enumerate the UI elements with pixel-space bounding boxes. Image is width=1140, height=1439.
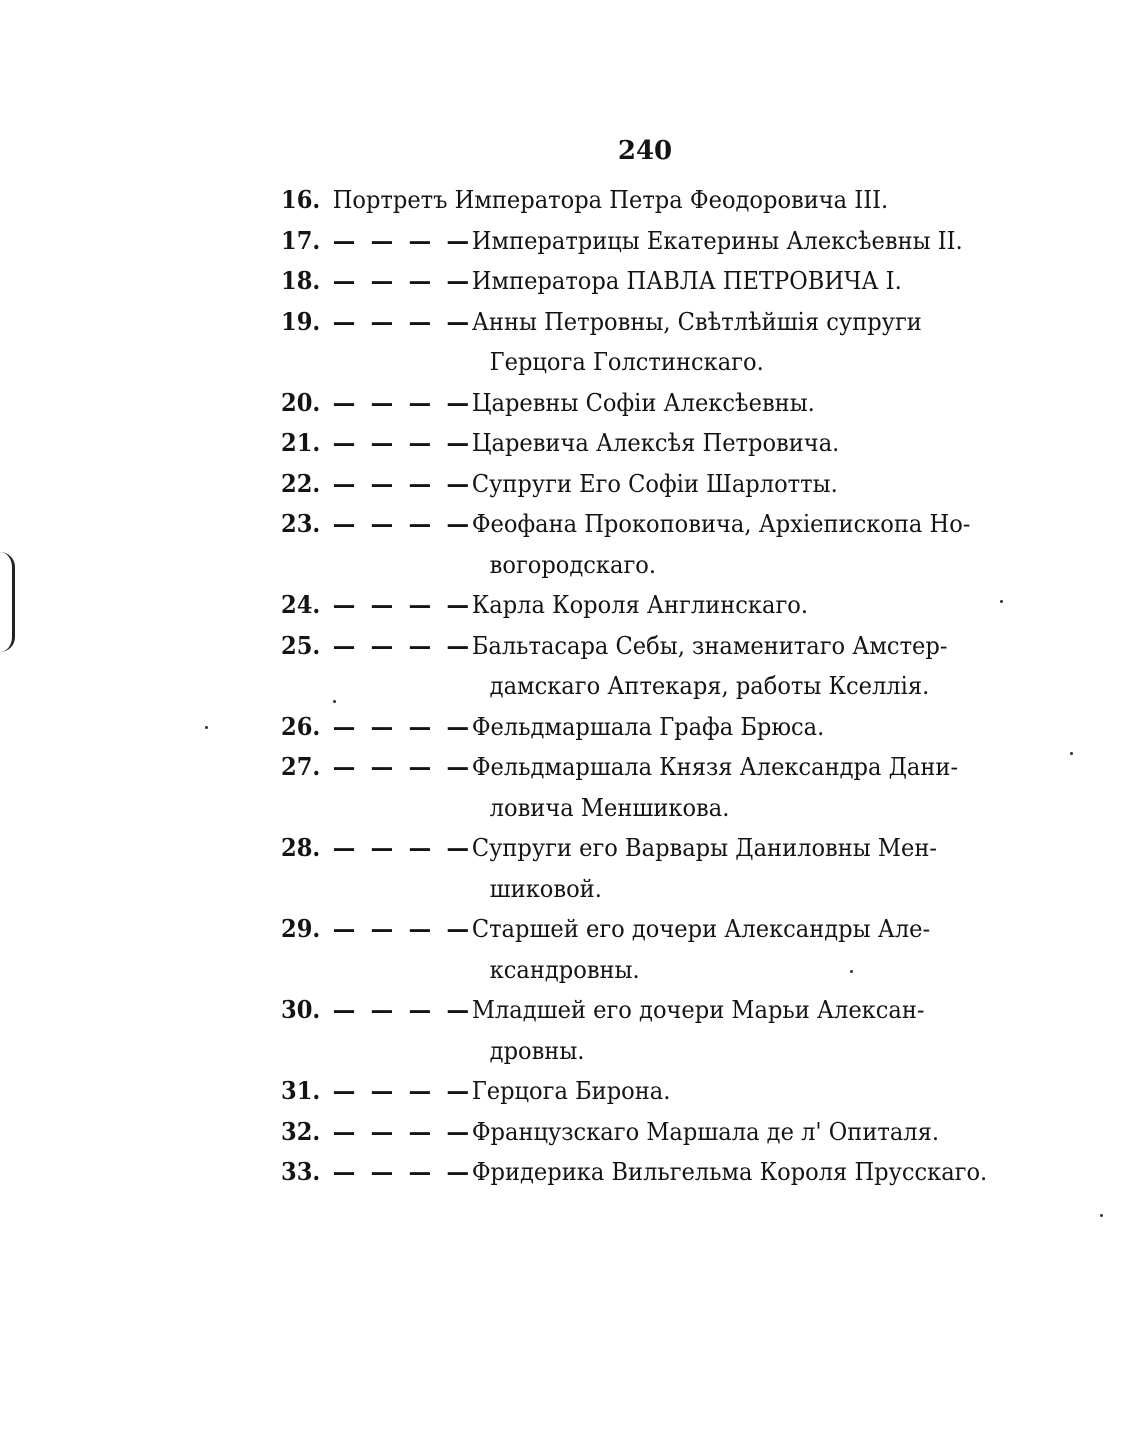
entry-continuation-line xyxy=(281,666,972,707)
entry-text: ксандровны. xyxy=(489,955,640,984)
entry-text: дровны. xyxy=(489,1036,585,1065)
speck xyxy=(1000,600,1003,603)
entry-number: 16. xyxy=(281,185,321,214)
list-item xyxy=(281,1071,1016,1112)
ditto-dashes: — — — — xyxy=(332,711,473,741)
entry-line xyxy=(281,1112,972,1153)
list-item xyxy=(281,383,1016,424)
entry-number: 24. xyxy=(281,590,321,619)
entry-number: 22. xyxy=(281,468,321,498)
ditto-dashes: — — — — xyxy=(332,914,473,943)
list-item xyxy=(281,909,1016,990)
entry-line xyxy=(281,221,972,262)
entry-text: Супруги его Варвары Даниловны Мен- xyxy=(471,834,938,862)
list-item xyxy=(281,1112,1016,1153)
speck xyxy=(333,700,336,703)
list-item xyxy=(281,828,1016,909)
list-item xyxy=(281,423,1016,464)
entry-number: 31. xyxy=(281,1076,321,1105)
entry-number: 32. xyxy=(281,1116,321,1146)
ditto-dashes: — — — — xyxy=(332,225,473,255)
ditto-dashes: — — — — xyxy=(332,306,473,336)
ditto-dashes: — — — — xyxy=(332,509,473,538)
portrait-list xyxy=(281,180,1016,1193)
list-item xyxy=(281,626,1016,707)
ditto-dashes: — — — — xyxy=(332,752,473,781)
entry-text: Французскаго Маршала де л' Опиталя. xyxy=(471,1117,940,1146)
entry-line xyxy=(281,1152,988,1193)
entry-text: Супруги Его Софіи Шарлотты. xyxy=(471,469,838,498)
entry-text: Младшей его дочери Марьи Алексан- xyxy=(471,996,925,1024)
entry-continuation-line xyxy=(281,342,972,383)
list-item xyxy=(281,261,1016,302)
ditto-dashes: — — — — xyxy=(332,468,473,498)
entry-number: 19. xyxy=(281,306,321,336)
entry-line xyxy=(281,423,972,464)
entry-text: вогородскаго. xyxy=(489,550,657,579)
page-number: 240 xyxy=(617,136,673,166)
entry-continuation-line xyxy=(281,545,972,586)
entry-line xyxy=(281,707,972,748)
entry-text: Карла Короля Англинскаго. xyxy=(471,591,809,619)
entry-text: Царевны Софіи Алексѣевны. xyxy=(471,388,815,417)
entry-number: 20. xyxy=(281,387,321,417)
speck xyxy=(850,970,853,973)
entry-text: Портретъ Императора Петра Феодоровича III. xyxy=(332,186,889,214)
entry-line xyxy=(281,464,972,505)
entry-text: Фельдмаршала Князя Александра Дани- xyxy=(471,753,959,781)
ditto-dashes: — — — — xyxy=(332,995,473,1024)
ditto-dashes: — — — — xyxy=(332,428,473,457)
ditto-dashes: — — — — xyxy=(332,1157,473,1186)
entry-continuation-line xyxy=(281,788,972,829)
entry-number: 25. xyxy=(281,630,321,660)
entry-number: 18. xyxy=(281,266,321,295)
entry-line xyxy=(281,504,972,545)
entry-number: 28. xyxy=(281,833,321,862)
entry-number: 23. xyxy=(281,509,321,538)
entry-text: Герцога Голстинскаго. xyxy=(489,348,764,376)
entry-line xyxy=(281,302,972,343)
list-item xyxy=(281,180,1016,221)
list-item xyxy=(281,990,1016,1071)
entry-number: 27. xyxy=(281,752,321,781)
entry-line xyxy=(281,180,972,221)
speck xyxy=(1100,1214,1103,1217)
list-item xyxy=(281,707,1016,748)
entry-text: Фельдмаршала Графа Брюса. xyxy=(471,712,825,741)
entry-continuation-line xyxy=(281,1031,972,1072)
ditto-dashes: — — — — xyxy=(332,833,473,862)
entry-text: ловича Меншикова. xyxy=(489,793,730,822)
entry-line xyxy=(281,261,972,302)
entry-number: 17. xyxy=(281,225,321,255)
entry-text: Герцога Бирона. xyxy=(471,1077,671,1105)
entry-line xyxy=(281,1071,972,1112)
entry-continuation-line xyxy=(281,869,972,910)
list-item xyxy=(281,747,1016,828)
entry-line xyxy=(281,585,972,626)
entry-line xyxy=(281,990,972,1031)
entry-line xyxy=(281,383,972,424)
entry-line xyxy=(281,909,972,950)
ditto-dashes: — — — — xyxy=(332,1116,473,1146)
entry-number: 21. xyxy=(281,428,321,457)
list-item xyxy=(281,504,1016,585)
entry-text: Бальтасара Себы, знаменитаго Амстер- xyxy=(471,631,948,660)
entry-text: Царевича Алексѣя Петровича. xyxy=(471,429,840,457)
entry-number: 33. xyxy=(281,1157,321,1186)
list-item xyxy=(281,585,1016,626)
entry-number: 26. xyxy=(281,711,321,741)
ditto-dashes: — — — — xyxy=(332,266,473,295)
list-item xyxy=(281,302,1016,383)
page-edge-mark xyxy=(0,552,15,652)
list-item xyxy=(281,1152,1016,1193)
ditto-dashes: — — — — xyxy=(332,590,473,619)
entry-number: 29. xyxy=(281,914,321,943)
list-item xyxy=(281,464,1016,505)
list-item xyxy=(281,221,1016,262)
ditto-dashes: — — — — xyxy=(332,1076,473,1105)
ditto-dashes: — — — — xyxy=(332,630,473,660)
entry-line xyxy=(281,747,972,788)
entry-text: Императрицы Екатерины Алексѣевны II. xyxy=(471,226,963,255)
entry-continuation-line xyxy=(281,950,972,991)
entry-text: Фридерика Вильгельма Короля Прусскаго. xyxy=(471,1158,988,1186)
entry-line xyxy=(281,626,972,667)
entry-text: Феофана Прокоповича, Архіепископа Но- xyxy=(471,510,971,538)
entry-text: Императора ПАВЛА ПЕТРОВИЧА I. xyxy=(471,267,902,295)
entry-text: шиковой. xyxy=(489,874,602,903)
entry-line xyxy=(281,828,972,869)
entry-number: 30. xyxy=(281,995,321,1024)
speck xyxy=(1070,752,1073,755)
entry-text: Старшей его дочери Александры Але- xyxy=(471,915,931,943)
entry-text: дамскаго Аптекаря, работы Кселлія. xyxy=(489,672,930,700)
speck xyxy=(205,726,208,729)
ditto-dashes: — — — — xyxy=(332,387,473,417)
entry-text: Анны Петровны, Свѣтлѣйшія супруги xyxy=(471,307,922,336)
